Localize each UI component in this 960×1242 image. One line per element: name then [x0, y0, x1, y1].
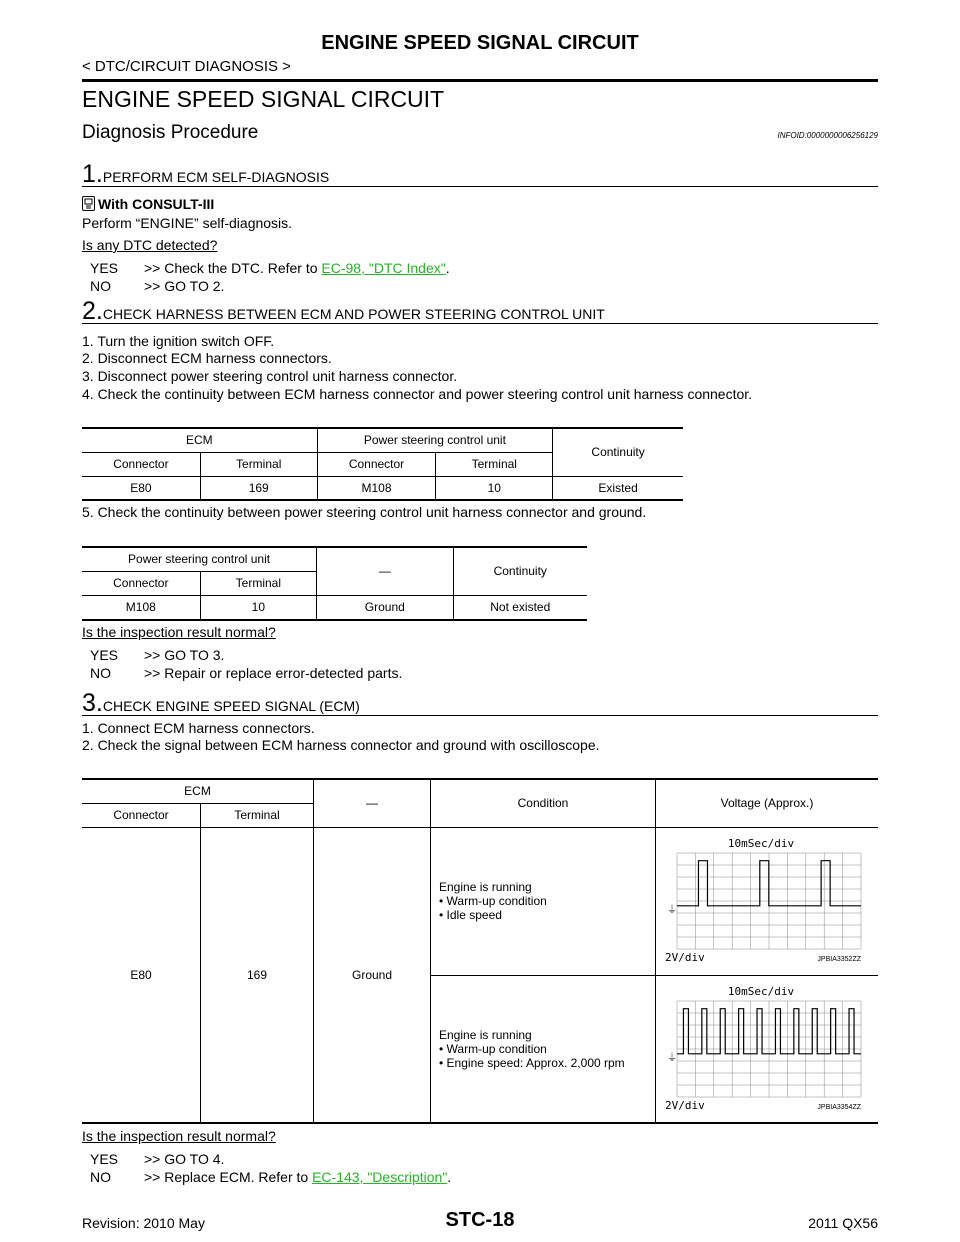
consult-label: With CONSULT-III: [98, 196, 215, 212]
step-number: 1.: [82, 160, 103, 188]
step-3-no: NO >> Replace ECM. Refer to EC-143, "Description".: [90, 1169, 452, 1185]
step-title: CHECK HARNESS BETWEEN ECM AND POWER STEERING CONTROL UNIT: [102, 306, 605, 322]
step-2-item-3: 3. Disconnect power steering control unit harness connector.: [82, 368, 458, 384]
step-1-yes: YES >> Check the DTC. Refer to EC-98, "DTC Index".: [90, 260, 450, 276]
table-row: E80 169 Ground Engine is running • Warm-up condition • Idle speed 10mSec/div ⏚ 2V/div JPBIA3352ZZ: [82, 827, 878, 975]
continuity-table-1: ECM Power steering control unit Continuity Connector Terminal Connector Terminal E80 169 M108 10 Existed: [82, 427, 683, 501]
col-ecm: ECM: [82, 779, 314, 803]
col-continuity: Continuity: [553, 428, 683, 476]
step-2-item-5: 5. Check the continuity between power steering control unit harness connector and ground.: [82, 504, 647, 520]
header-rule: [82, 79, 878, 82]
step-3-question: Is the inspection result normal?: [82, 1128, 276, 1144]
step-2-yes: YES >> GO TO 3.: [90, 647, 225, 663]
step-2-item-4: 4. Check the continuity between ECM harness connector and power steering control unit harness connector.: [82, 386, 753, 402]
breadcrumb: < DTC/CIRCUIT DIAGNOSIS >: [82, 58, 291, 75]
step-1-no: NO >> GO TO 2.: [90, 278, 225, 294]
step-3-heading: [82, 689, 878, 716]
scope-2000rpm: [656, 975, 879, 1123]
condition-2000rpm: Engine is running • Warm-up condition • Engine speed: Approx. 2,000 rpm: [431, 975, 656, 1123]
subsection-title: Diagnosis Procedure: [82, 122, 259, 143]
dtc-index-link[interactable]: EC-98, "DTC Index": [321, 260, 446, 276]
step-1-question: Is any DTC detected?: [82, 237, 218, 253]
volt-div-label: 2V/div: [665, 951, 705, 964]
volt-div-label: 2V/div: [665, 1098, 705, 1112]
col-psu: Power steering control unit: [317, 428, 553, 452]
col-condition: Condition: [431, 779, 656, 827]
info-id: INFOID:0000000006256129: [777, 131, 878, 140]
footer-page-number: STC-18: [445, 1209, 515, 1231]
footer-revision: Revision: 2010 May: [82, 1215, 205, 1231]
step-2-item-2: 2. Disconnect ECM harness connectors.: [82, 350, 332, 366]
step-1-instruction: Perform “ENGINE” self-diagnosis.: [82, 215, 293, 231]
ground-marker-icon: ⏚: [667, 905, 677, 916]
step-1-heading: [82, 160, 878, 187]
scope-idle: [656, 827, 879, 975]
header-title: ENGINE SPEED SIGNAL CIRCUIT: [321, 32, 639, 54]
consult-icon: [82, 196, 95, 211]
step-2-item-1: 1. Turn the ignition switch OFF.: [82, 333, 275, 349]
step-2-no: NO >> Repair or replace error-detected parts.: [90, 665, 403, 681]
table-row: M108 10 Ground Not existed: [82, 595, 587, 620]
figure-code: JPBIA3352ZZ: [817, 956, 861, 963]
step-title: PERFORM ECM SELF-DIAGNOSIS: [102, 169, 330, 185]
col-psu: Power steering control unit: [82, 547, 317, 571]
table-row: E80 169 M108 10 Existed: [82, 476, 683, 500]
step-title: CHECK ENGINE SPEED SIGNAL (ECM): [102, 698, 360, 714]
step-2-heading: [82, 297, 878, 324]
oscilloscope-waveform-idle: [657, 837, 877, 965]
oscilloscope-waveform-2000rpm: [657, 985, 877, 1113]
oscilloscope-table: ECM — Condition Voltage (Approx.) Connector Terminal E80 169 Ground Engine is running • Warm-up condition • Idle speed 10mSec/div ⏚ 2V/div JPBIA3352ZZ Engine is running • Warm-up condition • Engine speed: Approx. 2,000 rpm 10mSec/div ⏚ 2V/div JPBIA3354ZZ: [82, 778, 878, 1124]
waveform-trace: [677, 861, 861, 906]
ground-marker-icon: ⏚: [667, 1052, 677, 1064]
col-ecm: ECM: [82, 428, 317, 452]
step-3-item-2: 2. Check the signal between ECM harness connector and ground with oscilloscope.: [82, 737, 600, 753]
continuity-table-2: Power steering control unit — Continuity Connector Terminal M108 10 Ground Not existed: [82, 546, 587, 621]
step-3-yes: YES >> GO TO 4.: [90, 1151, 225, 1167]
time-div-label: 10mSec/div: [727, 984, 795, 998]
step-number: 3.: [82, 689, 103, 717]
consult-line: [82, 196, 214, 212]
description-link[interactable]: EC-143, "Description": [312, 1169, 448, 1185]
time-div-label: 10mSec/div: [727, 837, 795, 850]
footer-model: 2011 QX56: [808, 1215, 878, 1231]
col-voltage: Voltage (Approx.): [656, 779, 879, 827]
condition-idle: Engine is running • Warm-up condition • Idle speed: [431, 827, 656, 975]
step-3-item-1: 1. Connect ECM harness connectors.: [82, 720, 315, 736]
figure-code: JPBIA3354ZZ: [817, 1103, 861, 1111]
col-continuity: Continuity: [453, 547, 587, 595]
step-number: 2.: [82, 297, 103, 325]
step-2-question: Is the inspection result normal?: [82, 624, 276, 640]
section-title: ENGINE SPEED SIGNAL CIRCUIT: [82, 86, 445, 112]
